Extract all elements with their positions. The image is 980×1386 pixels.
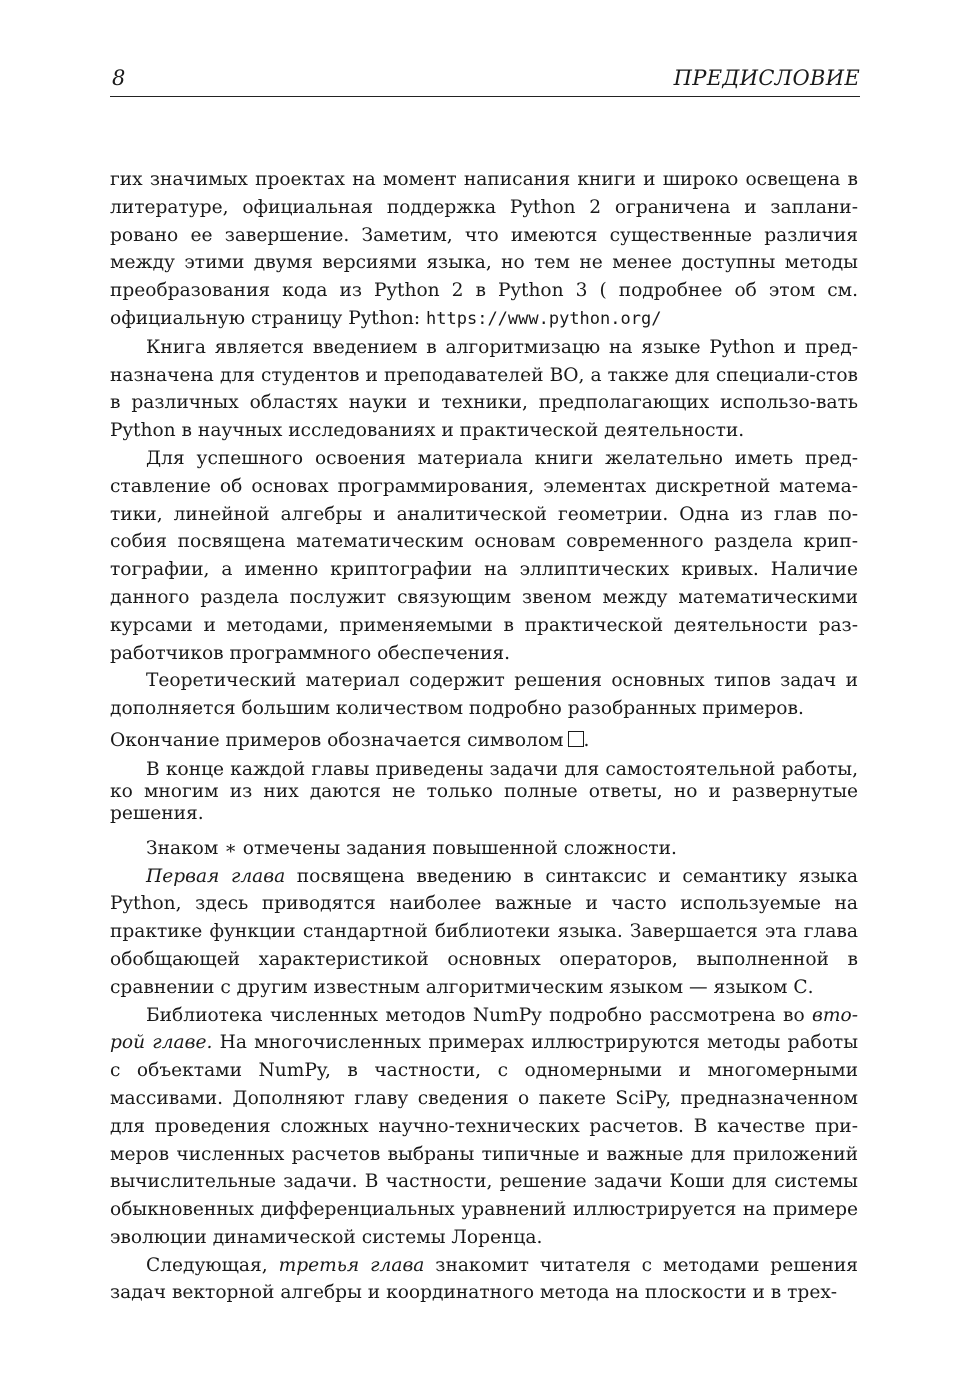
end-of-example-square-icon — [568, 731, 584, 747]
paragraph-text: гих значимых проектах на момент написания книги и широко освещена в литературе, официальная поддержка Python 2 ограничена и запланировано ее завершение. Заметим, что имеются существенные различия между этими двумя версиями языка, но тем не менее доступны методы преобразования кода из Python 2 в Python 3 ( подробнее об этом см. официальную страницу Python: — [110, 169, 858, 329]
paragraph-text: знакомит читателя с методами решения задач векторной алгебры и координатного метода на плоскости и в трех- — [110, 1254, 858, 1304]
page-body — [110, 166, 858, 1307]
paragraph-prerequisites: Для успешного освоения материала книги желательно иметь представление об основах программирования, элементах дискретной математики, линейной алгебры и аналитической геометрии. Одна из глав пособия посвящена математическим основам современного раздела криптографии, а именно криптографии на эллиптических кривых. Наличие данного раздела послужит связующим звеном между математическими курсами и методами, применяемыми в практической деятельности разработчиков программного обеспечения. — [110, 447, 858, 664]
paragraph-hard-tasks: Знаком ∗ отмечены задания повышенной сложности. — [146, 837, 677, 859]
paragraph-chapter-three — [110, 1252, 858, 1308]
paragraph-theory: Теоретический материал содержит решения основных типов задач и дополняется большим количеством подробно разобранных примеров. — [110, 670, 858, 720]
running-title: ПРЕДИСЛОВИЕ — [673, 66, 860, 90]
paragraph-chapter-one — [110, 863, 858, 1002]
paragraph-example-end: Окончание примеров обозначается символом . — [110, 729, 590, 751]
page-number: 8 — [112, 66, 126, 90]
chapter-three-title: третья глава — [278, 1254, 425, 1276]
paragraph-text: Окончание примеров обозначается символом — [110, 729, 564, 751]
paragraph-text: Следующая, — [146, 1254, 279, 1276]
paragraph-text: Библиотека численных методов NumPy подробно рассмотрена во — [146, 1004, 813, 1026]
paragraph-text: посвящена введению в синтаксис и семантику языка Python, здесь приводятся наиболее важные и часто используемые на практике функции стандартной библиотеки языка. Завершается эта глава обобщающей характеристикой основных операторов, выполненной в сравнении с другим известным алгоритмическим языком — языком С. — [110, 865, 858, 998]
python-org-link[interactable]: https://www.python.org/ — [426, 308, 662, 329]
paragraph-exercises: В конце каждой главы приведены задачи для самостоятельной работы, ко многим из них даются не только полные ответы, но и развернутые решения. — [110, 758, 858, 824]
paragraph-python-versions — [110, 166, 858, 334]
chapter-two-title: второй главе. — [110, 1004, 858, 1054]
paragraph-book-intro: Книга является введением в алгоритмизацю на языке Python и предназначена для студентов и преподавателей ВО, а также для специали-стов в различных областях науки и техники, предполагающих использо-вать Python в научных исследованиях и практической деятельности. — [110, 336, 858, 442]
paragraph-text: На многочисленных примерах иллюстрируются методы работы с объектами NumPy, в частности, с одномерными и многомерными массивами. Дополняют главу сведения о пакете SciPy, предназначенном для проведения сложных научно-технических расчетов. В качестве примеров численных расчетов выбраны типичные и важные для приложений вычислительные задачи. В частности, решение задачи Коши для системы обыкновенных дифференциальных уравнений иллюстрируется на примере эволюции динамической системы Лоренца. — [110, 1032, 858, 1248]
chapter-one-title: Первая глава — [146, 865, 286, 887]
paragraph-chapter-two — [110, 1002, 858, 1252]
page-header — [110, 64, 860, 97]
